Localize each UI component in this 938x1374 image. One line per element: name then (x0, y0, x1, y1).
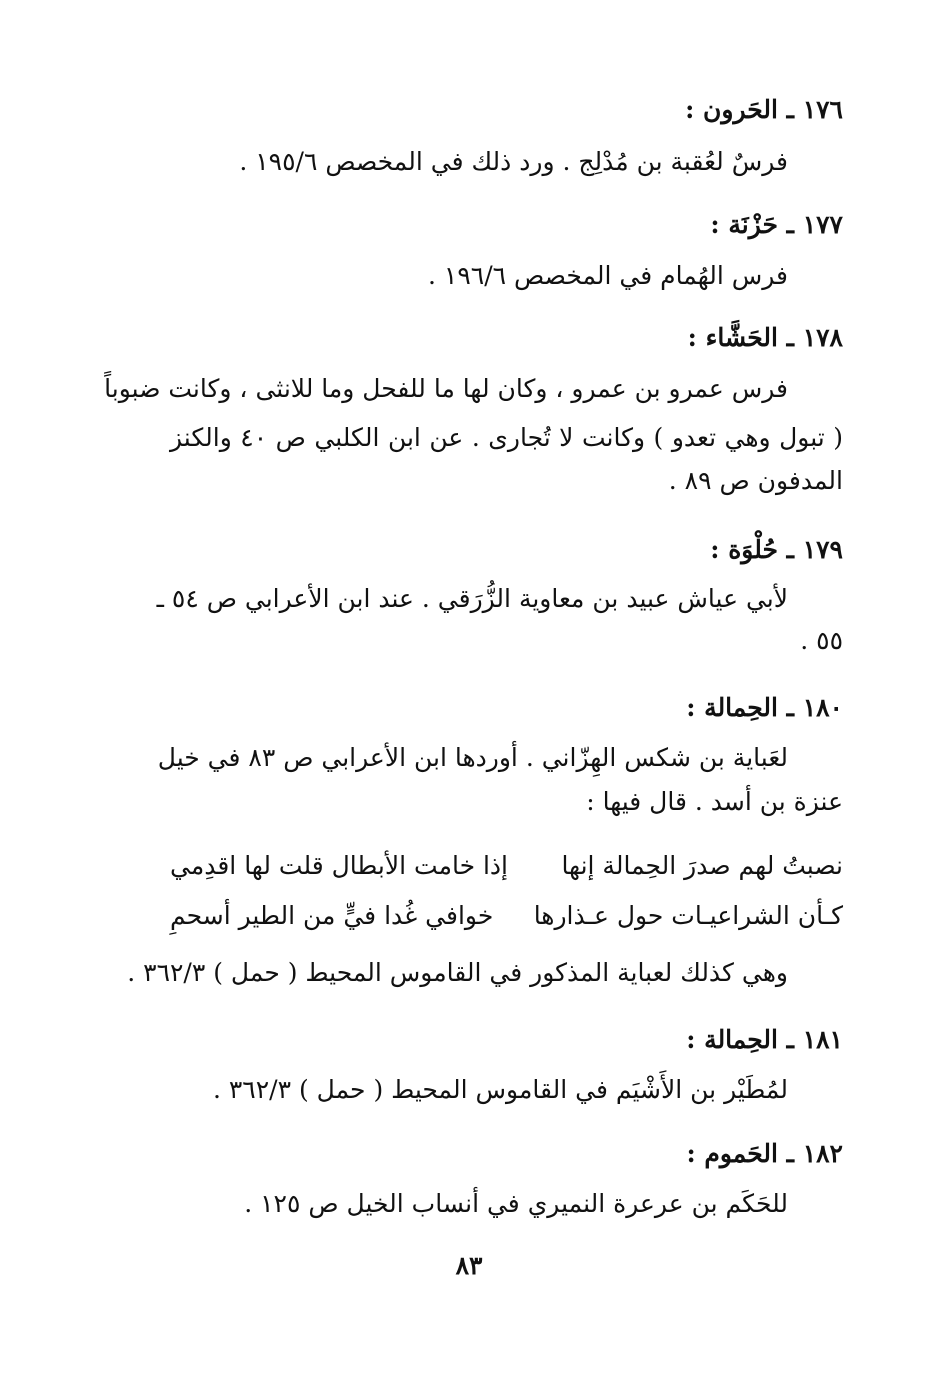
entry-178-line-1: فرس عمرو بن عمرو ، وكان لها ما للفحل وما للانثى ، وكانت ضبوباً (104, 374, 788, 403)
entry-179-heading: ١٧٩ ـ حُلْوَة : (710, 535, 843, 564)
entry-182-text: للحَكَم بن عرعرة النميري في أنساب الخيل ص ١٢٥ . (244, 1189, 788, 1218)
entry-182-heading: ١٨٢ ـ الحَموم : (686, 1139, 843, 1168)
entry-180-heading: ١٨٠ ـ الحِمالة : (686, 693, 843, 722)
entry-180-after-poem: وهي كذلك لعباية المذكور في القاموس المحيط ( حمل ) ٣٦٢/٣ . (127, 958, 788, 987)
verse-1-first-hemistich: نصبتُ لهم صدرَ الحِمالة إنها (561, 851, 843, 880)
entry-180-line-1: لعَباية بن شكس الهِزّاني . أوردها ابن الأعرابي ص ٨٣ في خيل (157, 743, 788, 772)
entry-177-heading: ١٧٧ ـ حَزْنَة : (710, 210, 843, 239)
entry-178-line-2: ( تبول وهي تعدو ) وكانت لا تُجارى . عن ابن الكلبي ص ٤٠ والكنز (170, 423, 843, 452)
entry-179-line-1: لأبي عياش عبيد بن معاوية الزُّرَقي . عند ابن الأعرابي ص ٥٤ ـ (156, 584, 788, 613)
entry-178-heading: ١٧٨ ـ الحَشَّاء : (687, 323, 843, 352)
entry-176-heading: ١٧٦ ـ الحَرون : (685, 95, 843, 124)
verse-1-second-hemistich: إذا خامت الأبطال قلت لها اقدِمي (170, 851, 509, 880)
verse-2-second-hemistich: خوافي غُدا فيٍّ من الطير أسحمِ (170, 901, 494, 930)
entry-181-heading: ١٨١ ـ الحِمالة : (686, 1025, 843, 1054)
page-number: ٨٣ (455, 1251, 483, 1280)
entry-178-line-3: المدفون ص ٨٩ . (668, 466, 843, 495)
poem-verse-1 (170, 846, 843, 886)
entry-181-text: لمُطَيْر بن الأَشْيَم في القاموس المحيط ( حمل ) ٣٦٢/٣ . (212, 1075, 788, 1104)
verse-2-first-hemistich: كـأن الشراعيـات حول عـذارها (533, 901, 843, 930)
entry-177-text: فرس الهُمام في المخصص ١٩٦/٦ . (428, 261, 788, 290)
poem-verse-2 (170, 896, 843, 936)
entry-179-line-2: ٥٥ . (800, 626, 843, 655)
entry-176-text: فرسٌ لعُقبة بن مُدْلِج . ورد ذلك في المخصص ١٩٥/٦ . (239, 147, 788, 176)
entry-180-line-2: عنزة بن أسد . قال فيها : (586, 787, 843, 816)
